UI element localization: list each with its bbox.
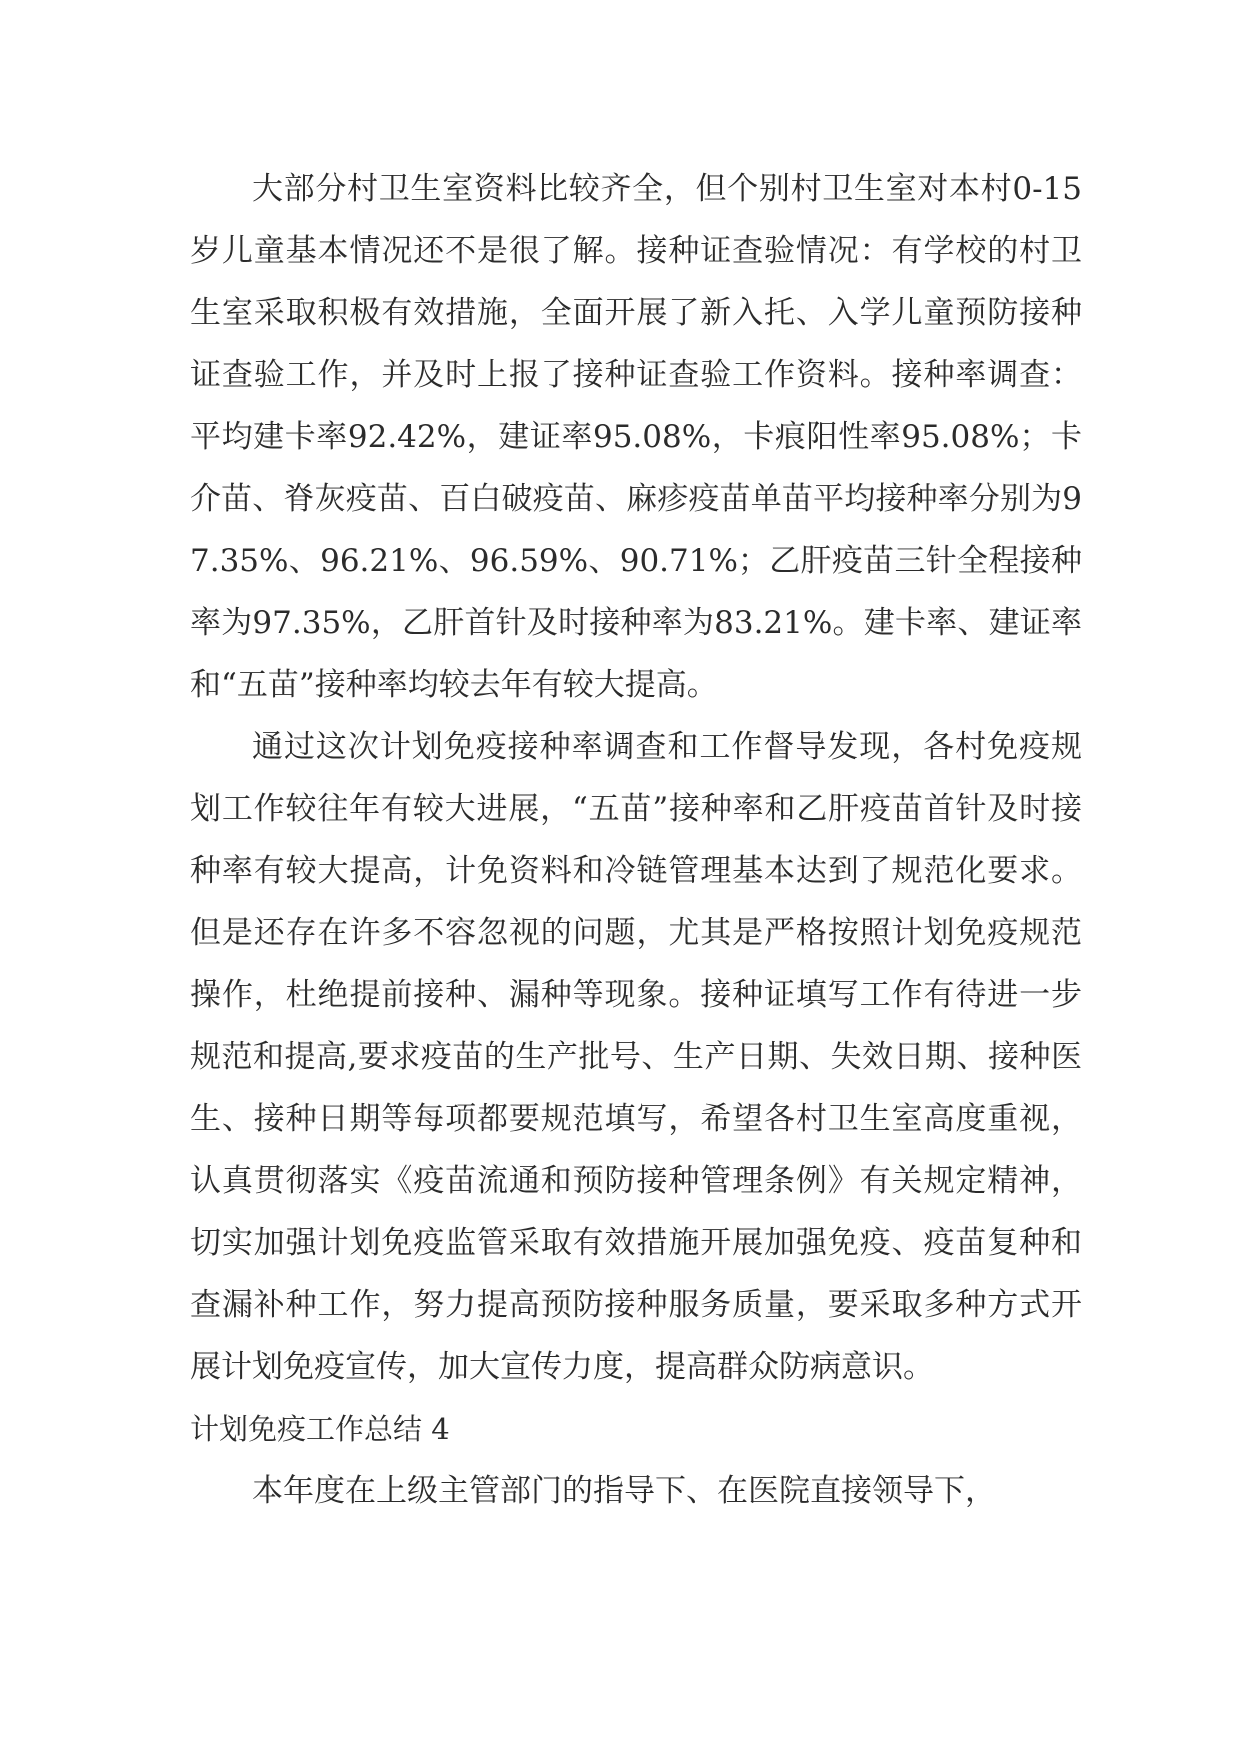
document-body: [190, 158, 1082, 1522]
paragraph-vaccination-survey: 大部分村卫生室资料比较齐全，但个别村卫生室对本村0-15岁儿童基本情况还不是很了解。接种证查验情况：有学校的村卫生室采取积极有效措施，全面开展了新入托、入学儿童预防接种证查验工作，并及时上报了接种证查验工作资料。接种率调查：平均建卡率92.42%，建证率95.08%，卡痕阳性率95.08%；卡介苗、脊灰疫苗、百白破疫苗、麻疹疫苗单苗平均接种率分别为97.35%、96.21%、96.59%、90.71%；乙肝疫苗三针全程接种率为97.35%，乙肝首针及时接种率为83.21%。建卡率、建证率和“五苗”接种率均较去年有较大提高。: [190, 171, 1082, 703]
paragraph-supervision-findings: 通过这次计划免疫接种率调查和工作督导发现，各村免疫规划工作较往年有较大进展，“五苗”接种率和乙肝疫苗首针及时接种率有较大提高，计免资料和冷链管理基本达到了规范化要求。但是还存在许多不容忽视的问题，尤其是严格按照计划免疫规范操作，杜绝提前接种、漏种等现象。接种证填写工作有待进一步规范和提高,要求疫苗的生产批号、生产日期、失效日期、接种医生、接种日期等每项都要规范填写，希望各村卫生室高度重视，认真贯彻落实《疫苗流通和预防接种管理条例》有关规定精神，切实加强计划免疫监管采取有效措施开展加强免疫、疫苗复种和查漏补种工作，努力提高预防接种服务质量，要采取多种方式开展计划免疫宣传，加大宣传力度，提高群众防病意识。: [190, 729, 1082, 1385]
paragraph-annual-intro: 本年度在上级主管部门的指导下、在医院直接领导下，: [252, 1473, 996, 1509]
section-heading: 计划免疫工作总结 4: [190, 1412, 450, 1446]
